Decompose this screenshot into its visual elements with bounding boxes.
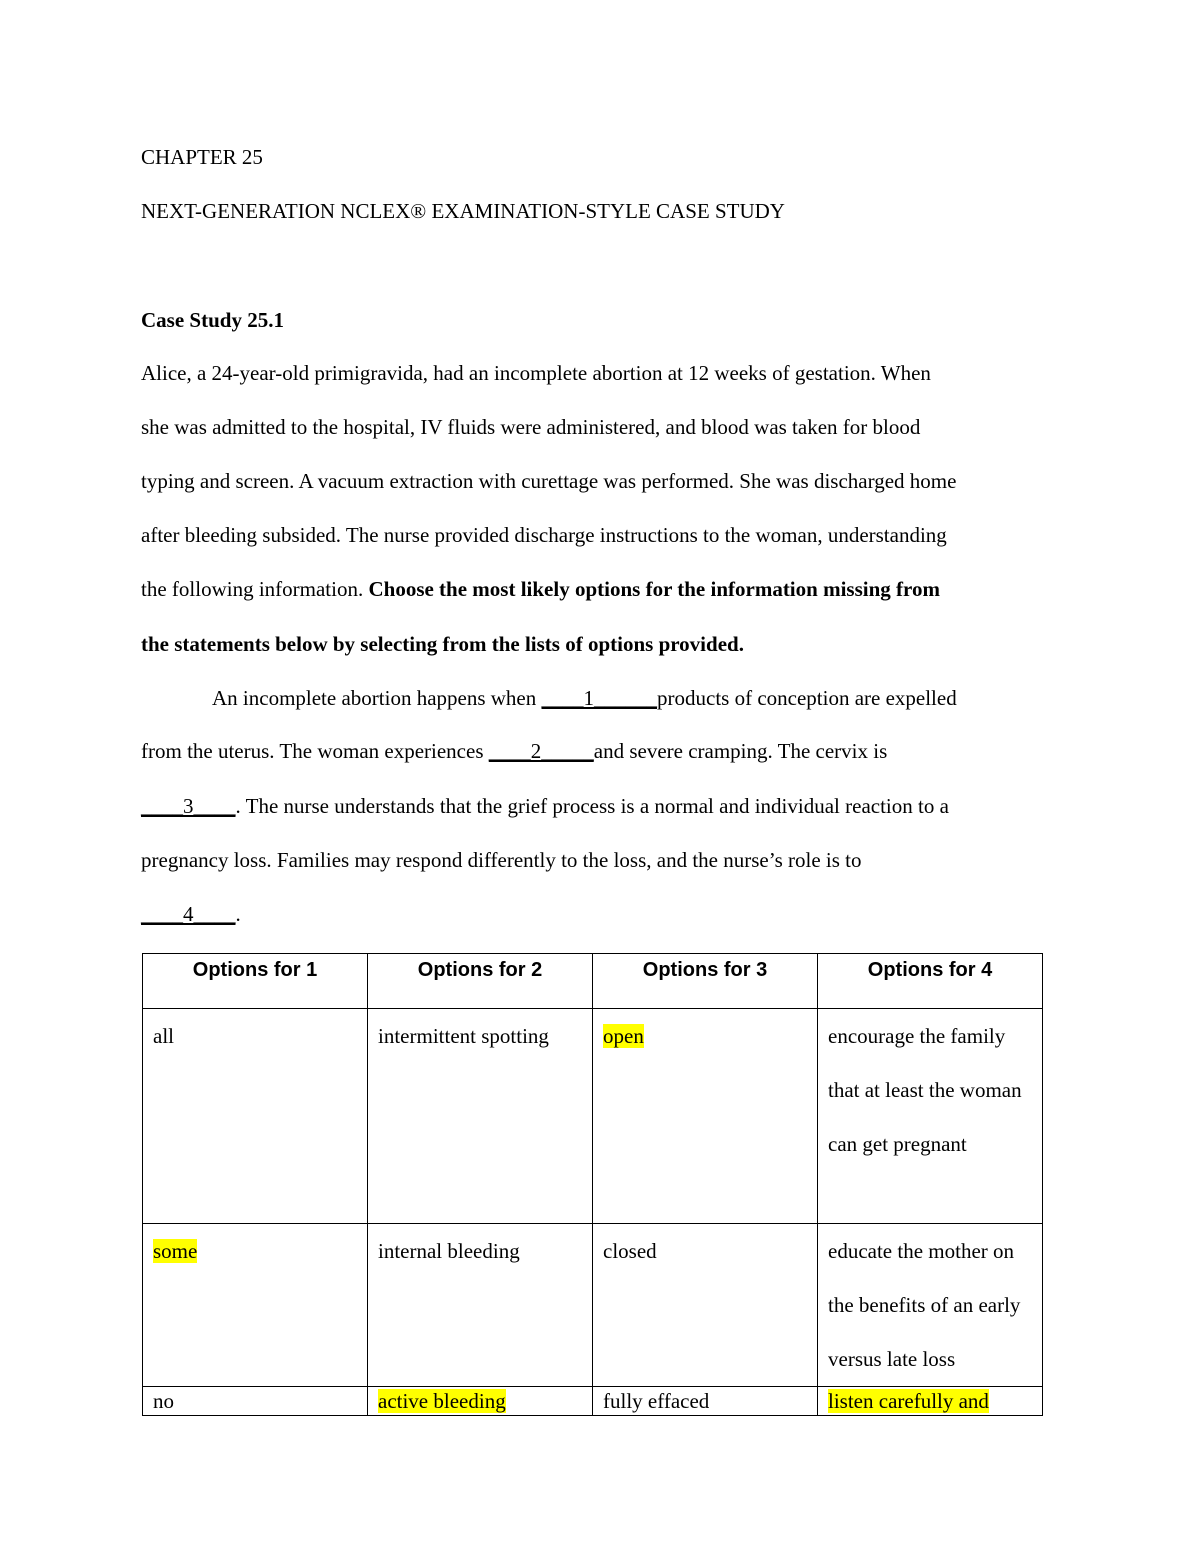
- statement-text: .: [235, 902, 241, 926]
- option-text: intermittent spotting: [378, 1024, 549, 1048]
- statement-line-1: [212, 684, 957, 712]
- option-cell: [818, 1224, 1043, 1387]
- statement-line-4: pregnancy loss. Families may respond differently to the loss, and the nurse’s role is to: [141, 848, 862, 872]
- options-header-1: Options for 1: [143, 954, 368, 1009]
- option-cell: [818, 1009, 1043, 1224]
- option-text: fully effaced: [603, 1389, 710, 1413]
- instruction-text: Choose the most likely options for the information missing from: [368, 577, 940, 601]
- option-cell: [593, 1387, 818, 1416]
- option-text: educate the mother on the benefits of an early versus late loss: [828, 1239, 1021, 1371]
- case-line-3: typing and screen. A vacuum extraction with curettage was performed. She was discharged home: [141, 469, 957, 493]
- blank-2: ____2_____: [488, 739, 594, 763]
- option-cell: [143, 1387, 368, 1416]
- table-row: [143, 1224, 1043, 1387]
- option-text: internal bleeding: [378, 1239, 520, 1263]
- case-line-5-text: the following information.: [141, 577, 369, 601]
- blank-3: ____3____: [141, 794, 236, 818]
- options-header-3: Options for 3: [593, 954, 818, 1009]
- options-table: [142, 953, 1043, 1416]
- blank-4: ____4____: [141, 902, 236, 926]
- option-cell: [593, 1224, 818, 1387]
- options-header-4: Options for 4: [818, 954, 1043, 1009]
- option-text: closed: [603, 1239, 657, 1263]
- option-cell: [368, 1009, 593, 1224]
- blank-1: ____1______: [541, 686, 657, 710]
- section-heading: NEXT-GENERATION NCLEX® EXAMINATION-STYLE CASE STUDY: [141, 199, 785, 223]
- statement-text: and severe cramping. The cervix is: [593, 739, 888, 763]
- option-text: no: [153, 1389, 174, 1413]
- option-text: encourage the family that at least the woman can get pregnant: [828, 1024, 1022, 1156]
- option-cell: [143, 1009, 368, 1224]
- option-text: all: [153, 1024, 174, 1048]
- option-cell: [593, 1009, 818, 1224]
- statement-text: from the uterus. The woman experiences: [141, 739, 489, 763]
- case-line-4: after bleeding subsided. The nurse provided discharge instructions to the woman, understanding: [141, 523, 947, 547]
- table-row: [143, 1387, 1043, 1416]
- option-cell: [818, 1387, 1043, 1416]
- chapter-heading: CHAPTER 25: [141, 145, 263, 169]
- instruction-text-continued: the statements below by selecting from the lists of options provided.: [141, 632, 744, 656]
- case-line-2: she was admitted to the hospital, IV fluids were administered, and blood was taken for blood: [141, 415, 921, 439]
- option-cell: [368, 1387, 593, 1416]
- table-row: [143, 1009, 1043, 1224]
- statement-text: . The nurse understands that the grief process is a normal and individual reaction to a: [235, 794, 949, 818]
- options-header-2: Options for 2: [368, 954, 593, 1009]
- statement-line-3: [141, 792, 949, 820]
- case-study-title: Case Study 25.1: [141, 308, 284, 332]
- option-text-highlighted: some: [153, 1239, 198, 1263]
- option-text-highlighted: listen carefully and: [828, 1389, 989, 1413]
- option-cell: [143, 1224, 368, 1387]
- option-text-highlighted: open: [603, 1024, 644, 1048]
- statement-line-5: [141, 900, 241, 928]
- option-cell: [368, 1224, 593, 1387]
- option-text-highlighted: active bleeding: [378, 1389, 506, 1413]
- statement-line-2: [141, 737, 887, 765]
- case-line-1: Alice, a 24-year-old primigravida, had an incomplete abortion at 12 weeks of gestation. When: [141, 361, 931, 385]
- statement-text: products of conception are expelled: [657, 686, 957, 710]
- statement-text: An incomplete abortion happens when: [212, 686, 542, 710]
- case-line-5: [141, 575, 940, 603]
